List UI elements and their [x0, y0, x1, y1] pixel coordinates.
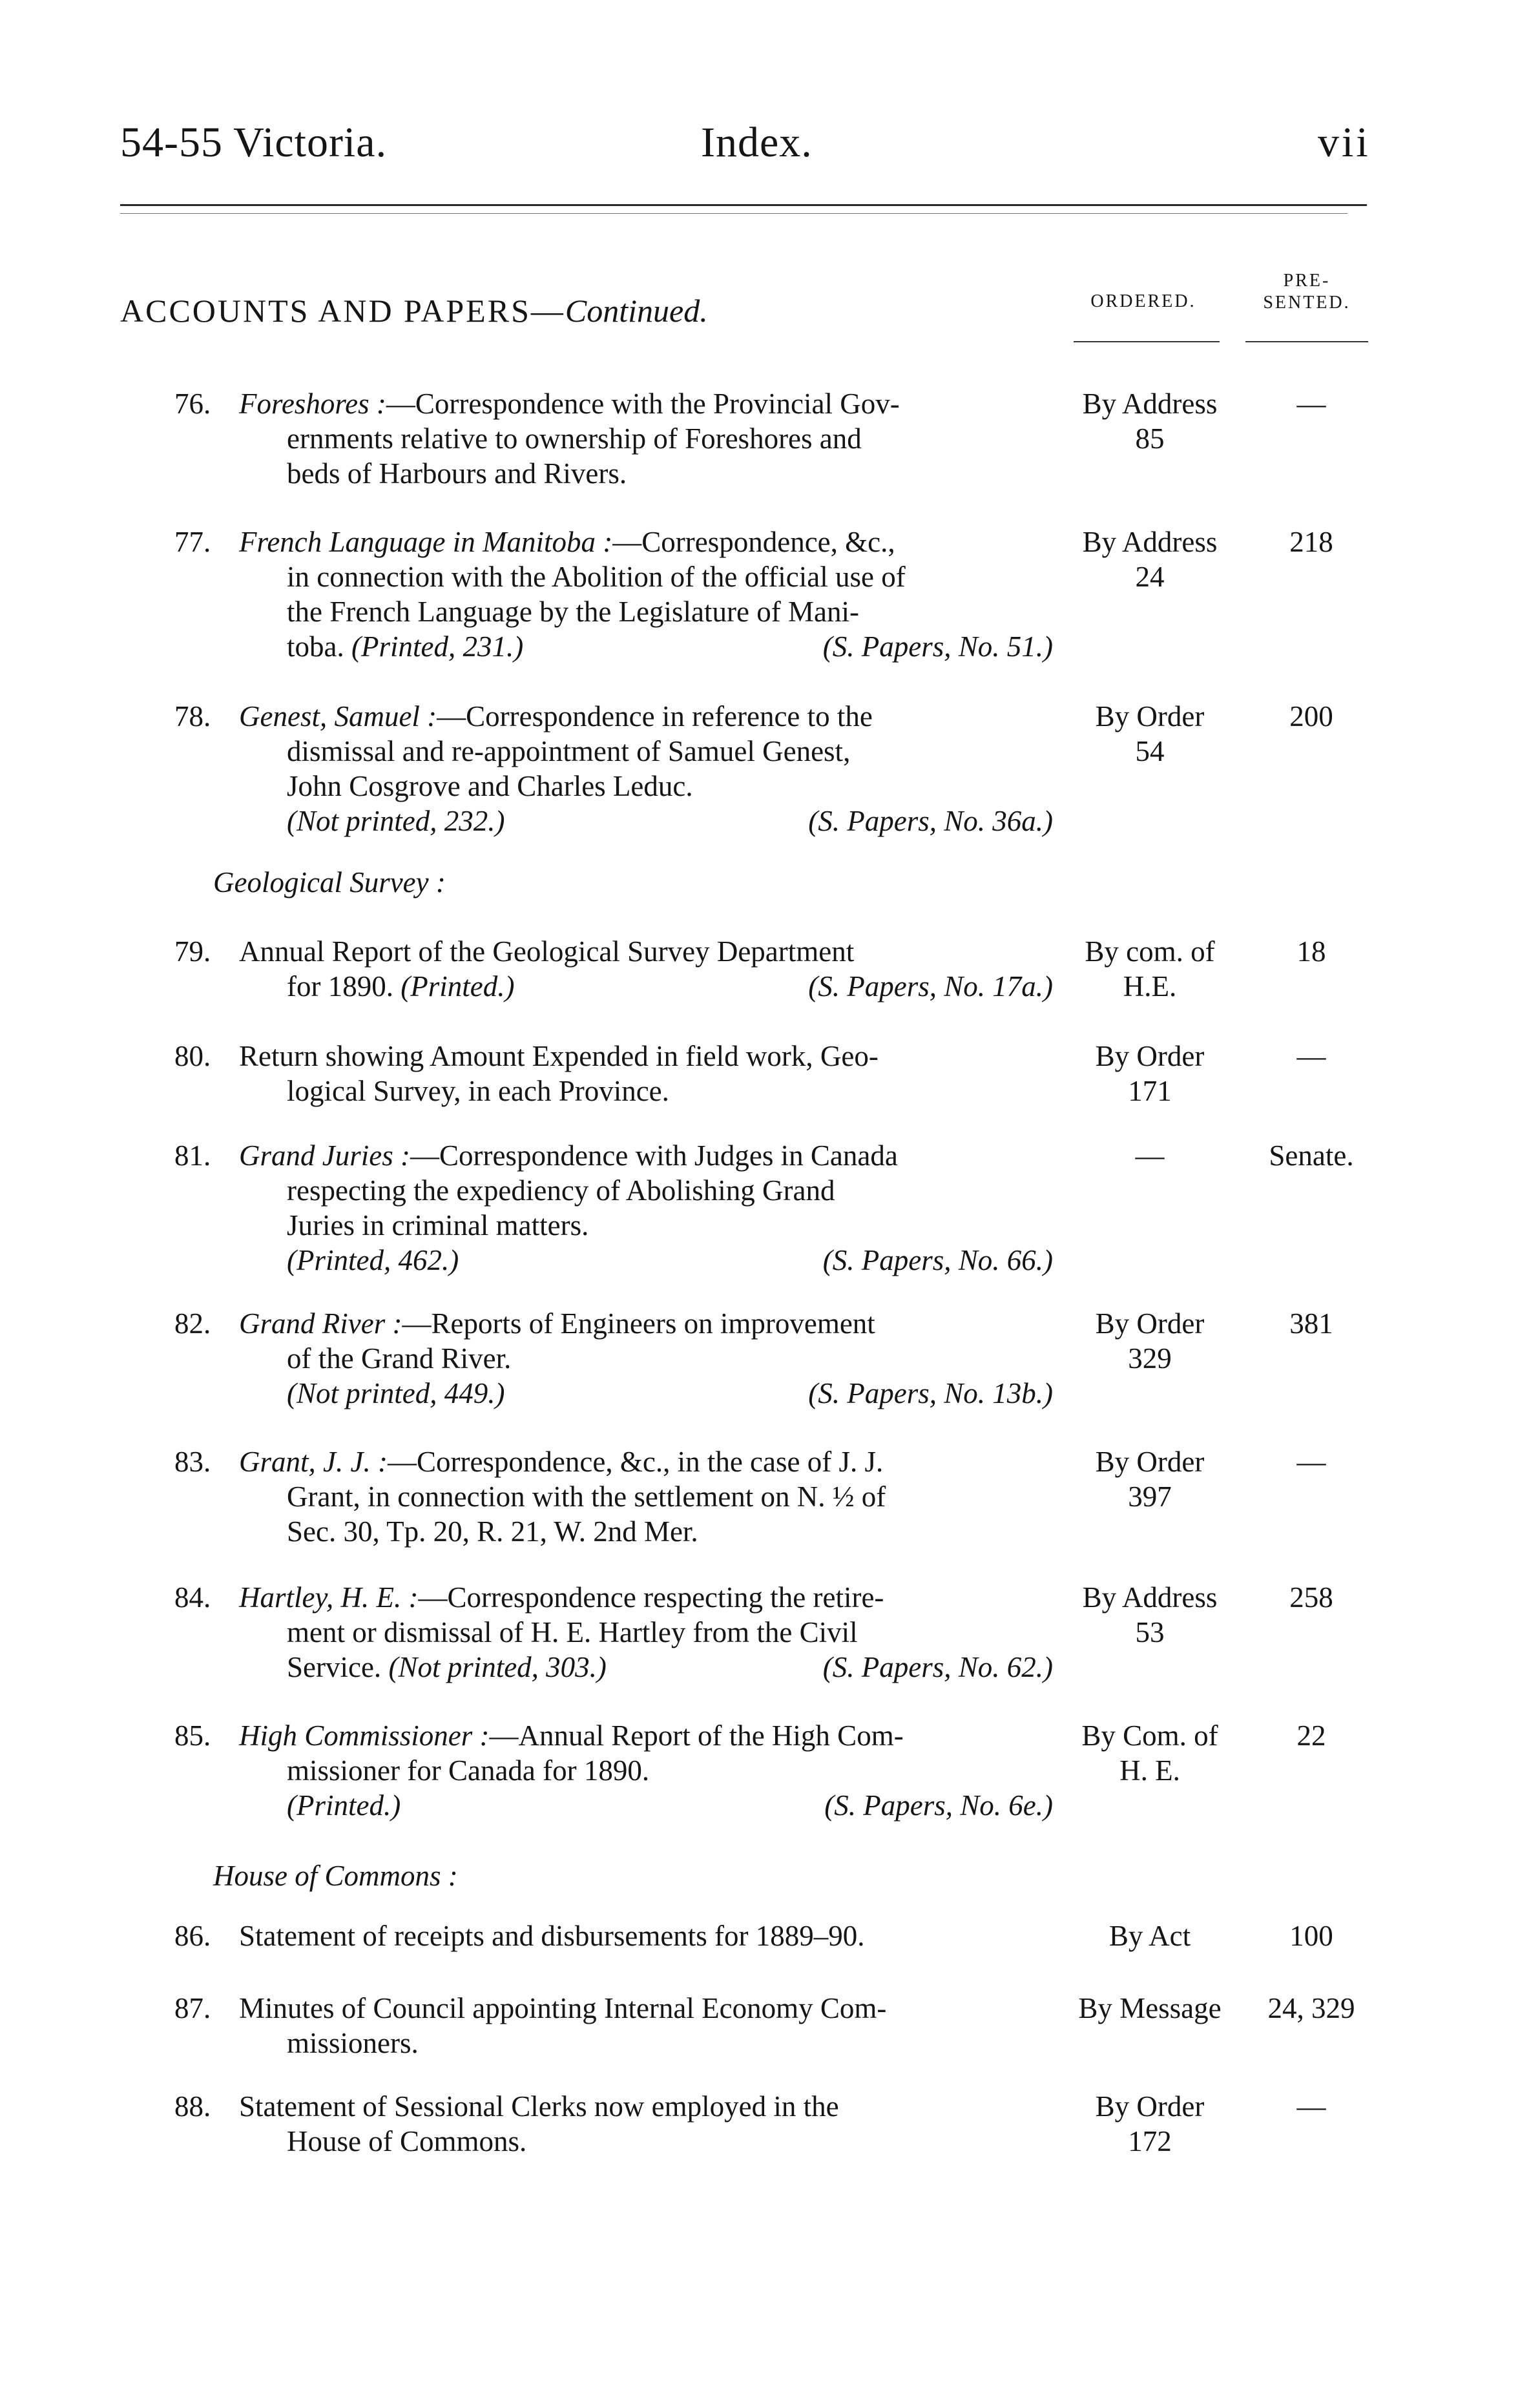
entry-body — [174, 1039, 1053, 1108]
ordered-number: 397 — [1128, 1480, 1172, 1513]
entry-subject: Grand Juries : — [239, 1139, 410, 1172]
entry-text-line: —Correspondence with Judges in Canada — [410, 1139, 898, 1172]
entry-subject: French Language in Manitoba : — [239, 526, 613, 558]
entry-presented: 258 — [1289, 1581, 1333, 1614]
entry-text-line: Grant, in connection with the settlement on N. ½ of — [287, 1480, 886, 1513]
ordered-number: 172 — [1128, 2125, 1172, 2157]
entry-ordered — [1059, 1918, 1240, 1953]
section-title-text: ACCOUNTS AND PAPERS— — [120, 293, 565, 329]
entry-number: 87. — [174, 1992, 211, 2024]
entry-printed: (Printed, 462.) — [287, 1244, 459, 1276]
entry-ordered — [1059, 386, 1240, 456]
entry-body — [174, 1306, 1053, 1411]
subhead-geological-survey: Geological Survey : — [213, 866, 446, 898]
entry-body — [174, 1918, 1053, 1953]
entry-body — [174, 1138, 1053, 1278]
ordered-by: — — [1135, 1139, 1165, 1172]
entry-text-line: —Correspondence with the Provincial Gov- — [386, 388, 900, 420]
entry-text-line: Statement of receipts and disbursements for 1889–90. — [239, 1920, 865, 1952]
entry-presented: Senate. — [1269, 1139, 1354, 1172]
entry-text-line: —Correspondence in reference to the — [437, 700, 873, 732]
sessional-paper-ref: (S. Papers, No. 66.) — [822, 1244, 1053, 1276]
entry-number: 84. — [174, 1581, 211, 1614]
header-rule-thin — [120, 213, 1348, 214]
entry-subject: Genest, Samuel : — [239, 700, 437, 732]
entry-text-line: John Cosgrove and Charles Leduc. — [287, 770, 693, 802]
entry-presented: 24, 329 — [1267, 1992, 1355, 2024]
entry-presented: 18 — [1296, 935, 1326, 968]
entry-presented: 200 — [1289, 700, 1333, 732]
entry-text-line: —Correspondence, &c., — [612, 526, 895, 558]
entry-text-line: —Annual Report of the High Com- — [489, 1719, 904, 1752]
ordered-number: 85 — [1135, 422, 1165, 455]
entry-presented: — — [1296, 2090, 1326, 2123]
sessional-paper-ref: (S. Papers, No. 6e.) — [824, 1789, 1053, 1822]
running-head-left: 54-55 Victoria. — [120, 119, 388, 166]
column-rule-presented — [1245, 341, 1368, 342]
entry-body — [174, 2089, 1053, 2159]
ordered-number: H. E. — [1119, 1754, 1180, 1787]
entry-text-line: logical Survey, in each Province. — [287, 1075, 669, 1107]
entry-presented: 218 — [1289, 526, 1333, 558]
entry-ordered — [1059, 1306, 1240, 1376]
ordered-by: By Order — [1095, 700, 1205, 732]
entry-printed: (Printed.) — [401, 970, 515, 1002]
section-continued: Continued. — [565, 293, 708, 329]
entry-subject: Grand River : — [239, 1307, 402, 1340]
ordered-number: H.E. — [1123, 970, 1177, 1002]
entry-text-line: in connection with the Abolition of the official use of — [287, 561, 906, 593]
subhead-house-of-commons: House of Commons : — [213, 1860, 458, 1892]
ordered-by: By Act — [1108, 1920, 1191, 1952]
entry-number: 80. — [174, 1040, 211, 1072]
page-number: vii — [1318, 119, 1371, 166]
entry-text-line: Juries in criminal matters. — [287, 1209, 589, 1241]
entry-number: 83. — [174, 1446, 211, 1478]
sessional-paper-ref: (S. Papers, No. 13b.) — [808, 1377, 1053, 1409]
entry-number: 76. — [174, 388, 211, 420]
entry-number: 82. — [174, 1307, 211, 1340]
entry-text-line: the French Language by the Legislature of Mani- — [287, 596, 859, 628]
entry-text-line: Return showing Amount Expended in field work, Geo- — [239, 1040, 879, 1072]
sessional-paper-ref: (S. Papers, No. 36a.) — [808, 805, 1053, 837]
ordered-by: By Order — [1095, 1446, 1205, 1478]
entry-text-line: toba. — [287, 630, 344, 663]
sessional-paper-ref: (S. Papers, No. 17a.) — [808, 970, 1053, 1002]
entry-ordered — [1059, 1039, 1240, 1108]
entry-number: 79. — [174, 935, 211, 968]
entry-text-line: of the Grand River. — [287, 1342, 512, 1375]
entry-ordered — [1059, 1138, 1240, 1173]
entry-presented: — — [1296, 388, 1326, 420]
entry-ordered — [1059, 524, 1240, 594]
running-head-center: Index. — [701, 119, 813, 166]
entry-text-line: —Correspondence, &c., in the case of J. J. — [387, 1446, 884, 1478]
header-rule — [120, 204, 1367, 206]
entry-ordered — [1059, 934, 1240, 1004]
entry-number: 81. — [174, 1139, 211, 1172]
entry-text-line: dismissal and re-appointment of Samuel Genest, — [287, 735, 851, 767]
entry-text-line: respecting the expediency of Abolishing Grand — [287, 1174, 835, 1207]
entry-text-line: ment or dismissal of H. E. Hartley from the Civil — [287, 1616, 858, 1648]
entry-subject: High Commissioner : — [239, 1719, 490, 1752]
entry-printed: (Not printed, 449.) — [287, 1377, 505, 1409]
entry-text-line: —Correspondence respecting the retire- — [418, 1581, 884, 1614]
entry-text-line: for 1890. — [287, 970, 393, 1002]
entry-text-line: ernments relative to ownership of Foreshores and — [287, 422, 862, 455]
entry-body — [174, 1718, 1053, 1823]
ordered-by: By Address — [1082, 526, 1218, 558]
entry-body — [174, 386, 1053, 491]
entry-text-line: Annual Report of the Geological Survey Department — [239, 935, 855, 968]
entry-ordered — [1059, 1580, 1240, 1650]
entry-presented: 22 — [1296, 1719, 1326, 1752]
entry-text-line: Minutes of Council appointing Internal Economy Com- — [239, 1992, 887, 2024]
entry-text-line: Service. — [287, 1651, 382, 1683]
column-header-ordered: ORDERED. — [1090, 291, 1196, 311]
column-rule-ordered — [1074, 341, 1220, 342]
entry-number: 86. — [174, 1920, 211, 1952]
entry-text-line: —Reports of Engineers on improvement — [402, 1307, 875, 1340]
entry-number: 77. — [174, 526, 211, 558]
entry-body — [174, 524, 1053, 664]
entry-presented: — — [1296, 1446, 1326, 1478]
ordered-by: By Message — [1078, 1992, 1222, 2024]
entry-subject: Grant, J. J. : — [239, 1446, 388, 1478]
entry-ordered — [1059, 699, 1240, 769]
ordered-by: By Com. of — [1081, 1719, 1218, 1752]
ordered-number: 54 — [1135, 735, 1165, 767]
entry-subject: Hartley, H. E. : — [239, 1581, 419, 1614]
ordered-number: 171 — [1128, 1075, 1172, 1107]
column-header-presented-line1: PRE- — [1283, 271, 1331, 291]
entry-printed: (Not printed, 232.) — [287, 805, 505, 837]
column-header-presented-line2: SENTED. — [1263, 293, 1351, 313]
entry-ordered — [1059, 1718, 1240, 1788]
entry-subject: Foreshores : — [239, 388, 386, 420]
entry-text-line: missioners. — [287, 2027, 419, 2059]
ordered-number: 329 — [1128, 1342, 1172, 1375]
entry-body — [174, 934, 1053, 1004]
ordered-by: By Address — [1082, 388, 1218, 420]
entry-text-line: missioner for Canada for 1890. — [287, 1754, 650, 1787]
entry-ordered — [1059, 1444, 1240, 1514]
entry-printed: (Not printed, 303.) — [388, 1651, 607, 1683]
sessional-paper-ref: (S. Papers, No. 62.) — [822, 1651, 1053, 1683]
ordered-by: By Order — [1095, 1307, 1205, 1340]
ordered-by: By Order — [1095, 1040, 1205, 1072]
entry-text-line: House of Commons. — [287, 2125, 527, 2157]
section-title — [120, 292, 708, 329]
sessional-paper-ref: (S. Papers, No. 51.) — [822, 630, 1053, 663]
entry-number: 85. — [174, 1719, 211, 1752]
entry-printed: (Printed, 231.) — [351, 630, 524, 663]
entry-body — [174, 1991, 1053, 2061]
entry-presented: — — [1296, 1040, 1326, 1072]
ordered-number: 53 — [1135, 1616, 1165, 1648]
column-header-presented — [1247, 270, 1367, 314]
entry-text-line: Sec. 30, Tp. 20, R. 21, W. 2nd Mer. — [287, 1515, 698, 1548]
entry-ordered — [1059, 1991, 1240, 2026]
entry-presented: 381 — [1289, 1307, 1333, 1340]
ordered-by: By Address — [1082, 1581, 1218, 1614]
entry-presented: 100 — [1289, 1920, 1333, 1952]
entry-body — [174, 1580, 1053, 1685]
ordered-number: 24 — [1135, 561, 1165, 593]
entry-body — [174, 699, 1053, 838]
entry-printed: (Printed.) — [287, 1789, 401, 1822]
ordered-by: By Order — [1095, 2090, 1205, 2123]
entry-number: 88. — [174, 2090, 211, 2123]
entry-text-line: Statement of Sessional Clerks now employed in the — [239, 2090, 839, 2123]
entry-body — [174, 1444, 1053, 1549]
entry-text-line: beds of Harbours and Rivers. — [287, 457, 627, 490]
ordered-by: By com. of — [1085, 935, 1215, 968]
entry-ordered — [1059, 2089, 1240, 2159]
entry-number: 78. — [174, 700, 211, 732]
